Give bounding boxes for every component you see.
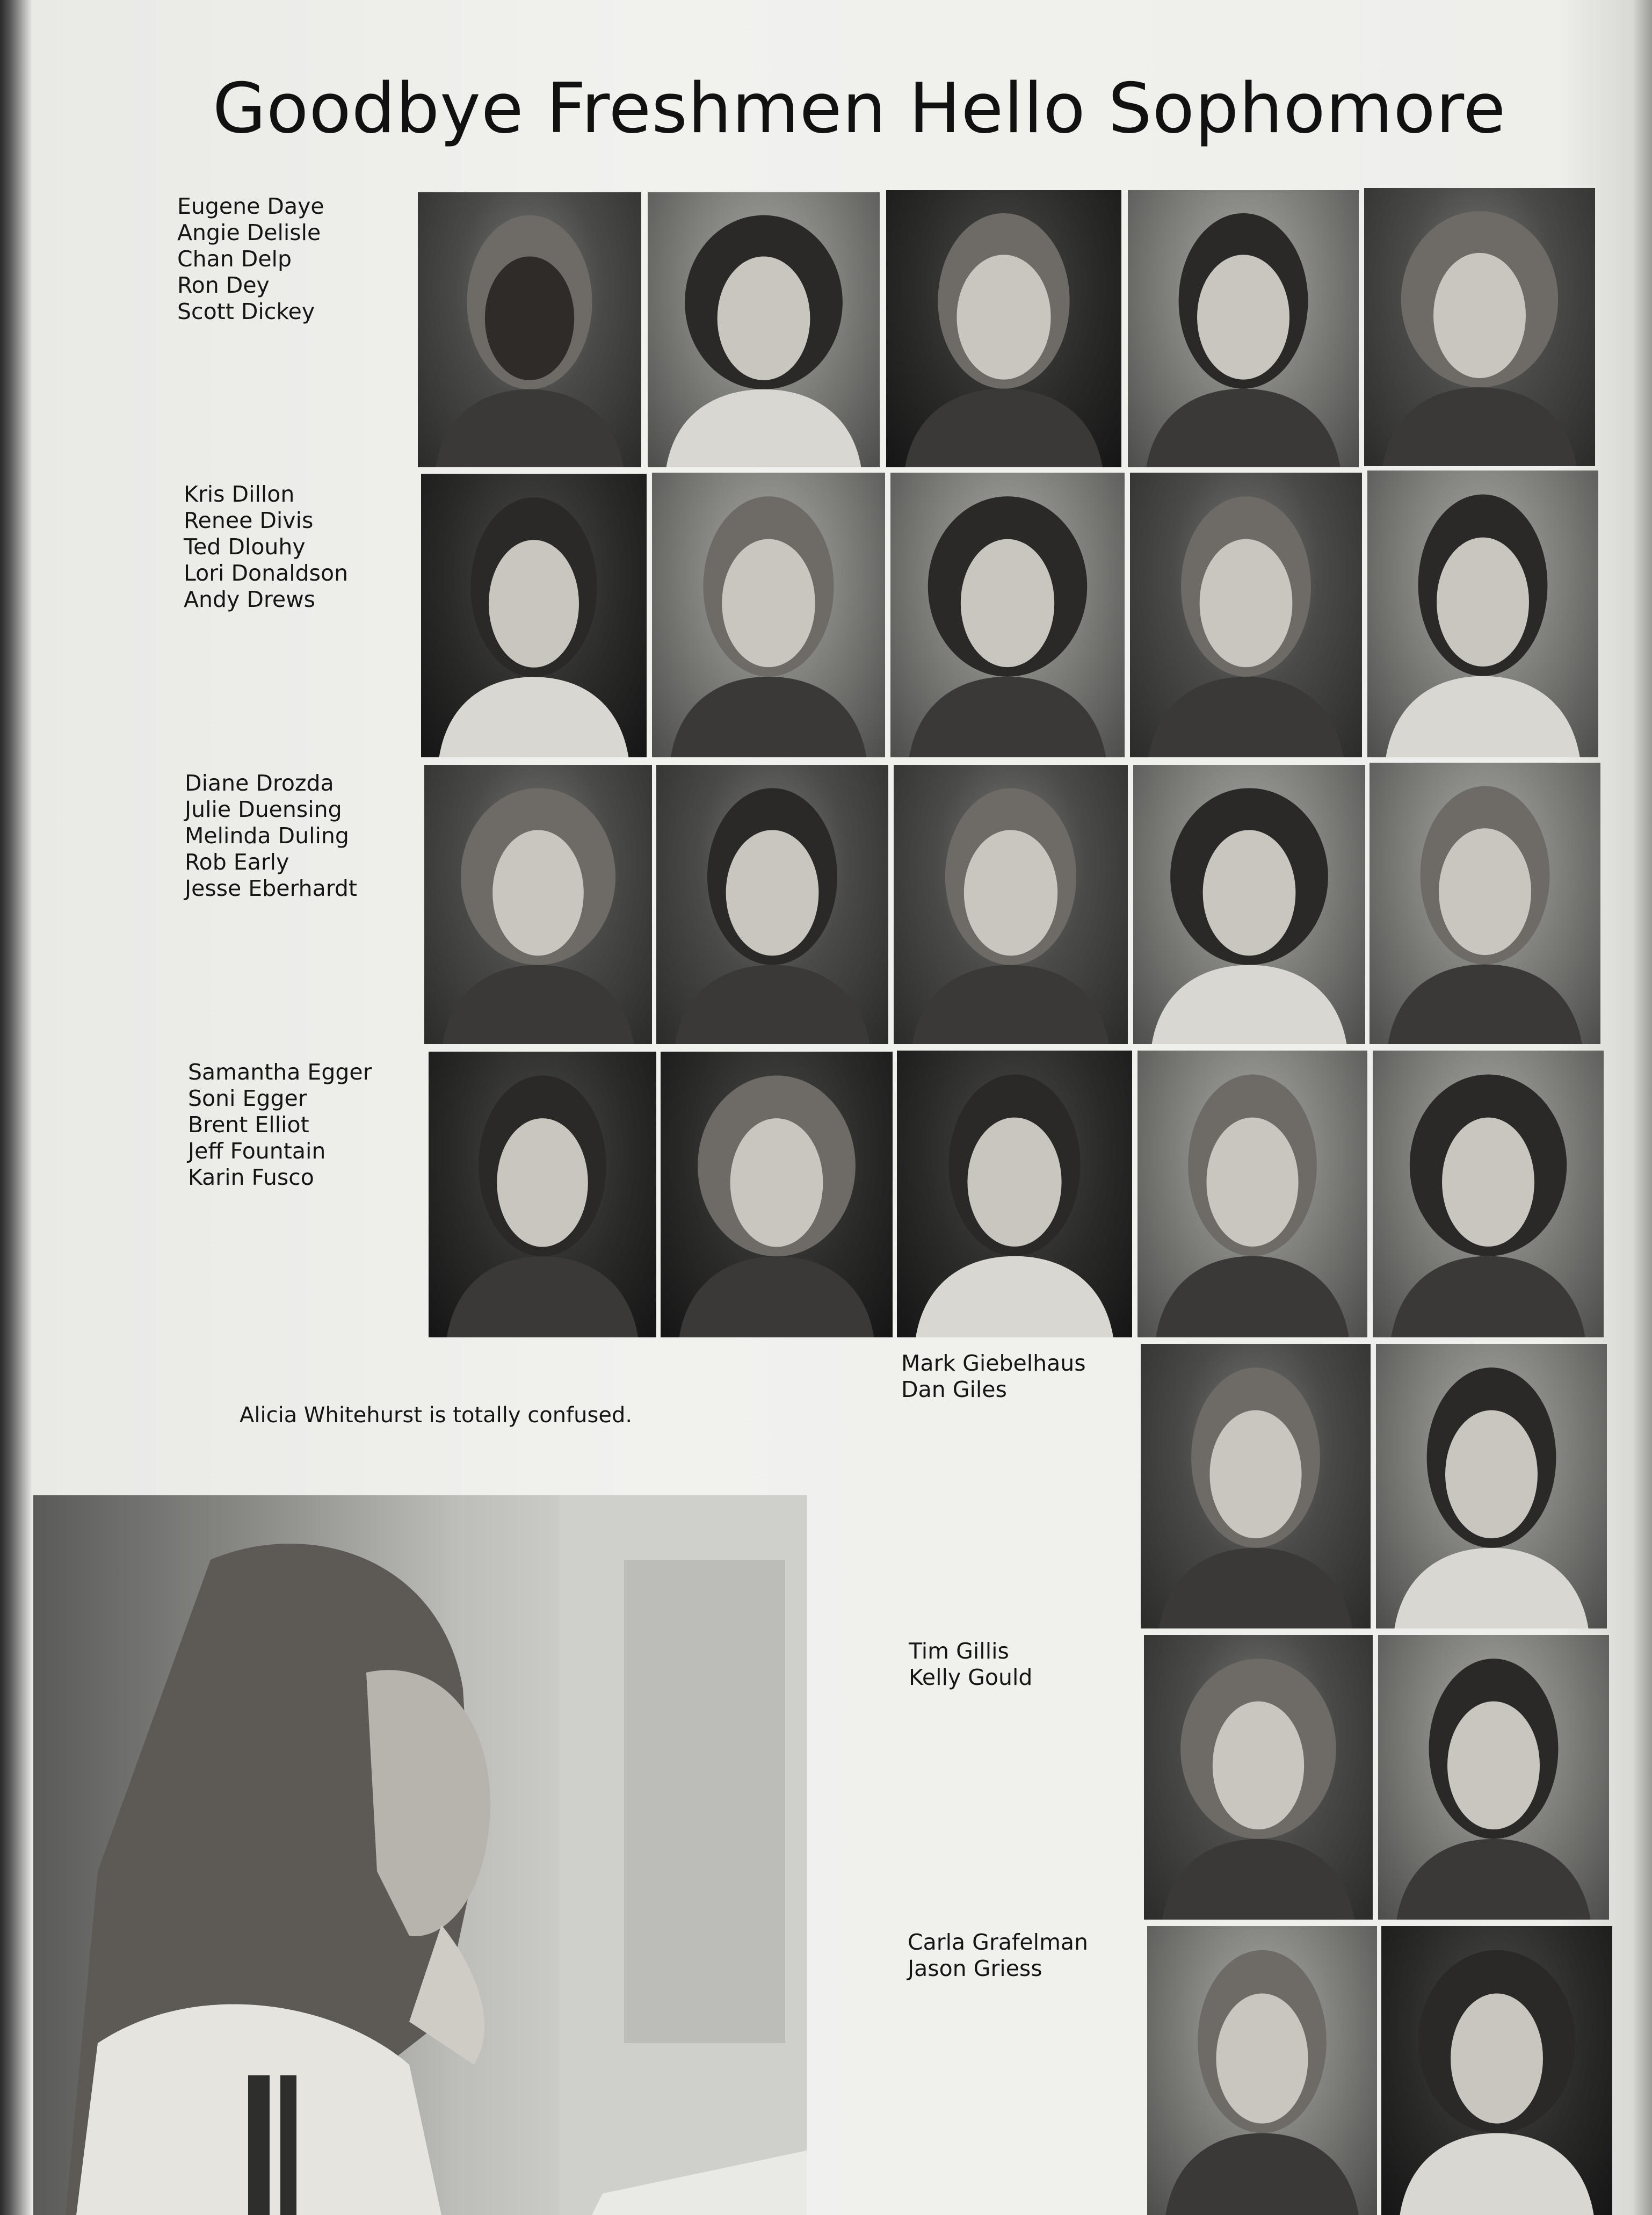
portrait-photo	[1133, 765, 1365, 1044]
face-shape	[485, 256, 574, 380]
shoulders-shape	[1156, 1256, 1349, 1337]
shoulders-shape	[1396, 1839, 1590, 1920]
portrait-photo	[886, 190, 1121, 467]
face-shape	[961, 539, 1054, 667]
portrait-photo	[1367, 470, 1598, 757]
portrait-silhouette	[1370, 763, 1600, 1044]
portrait-silhouette	[1376, 1344, 1607, 1628]
shoulders-shape	[1400, 2133, 1593, 2215]
candid-photo-shapes	[33, 1495, 807, 2215]
student-name: Diane Drozda	[185, 770, 334, 796]
shoulders-shape	[1394, 1548, 1588, 1628]
face-shape	[718, 256, 810, 380]
portrait-photo	[1373, 1051, 1604, 1337]
face-shape	[489, 540, 579, 668]
shoulders-shape	[1162, 1839, 1354, 1920]
face-shape	[967, 1118, 1061, 1247]
portrait-photo	[1128, 190, 1359, 467]
shoulders-shape	[671, 677, 867, 757]
portrait-silhouette	[661, 1052, 893, 1337]
shoulders-shape	[436, 389, 623, 467]
student-name: Ron Dey	[177, 272, 270, 298]
shoulders-shape	[1386, 676, 1579, 757]
student-name: Angie Delisle	[177, 220, 321, 245]
portrait-silhouette	[1373, 1051, 1604, 1337]
portrait-silhouette	[1367, 470, 1598, 757]
student-name: Soni Egger	[188, 1085, 307, 1111]
student-name: Carla Grafelman	[908, 1929, 1089, 1955]
portrait-photo	[652, 473, 885, 757]
student-name: Jason Griess	[908, 1956, 1042, 1981]
page-title: Goodbye Freshmen Hello Sophomore	[212, 69, 1506, 149]
name-list-row-2	[184, 481, 348, 613]
face-shape	[964, 830, 1057, 956]
portrait-photo	[1364, 188, 1595, 466]
portrait-silhouette	[652, 473, 885, 757]
shoulders-shape	[675, 965, 870, 1044]
face-shape	[726, 830, 819, 956]
student-name: Kelly Gould	[909, 1664, 1033, 1690]
face-shape	[1445, 1410, 1538, 1539]
face-shape	[1447, 1702, 1540, 1830]
face-shape	[1203, 830, 1296, 956]
face-shape	[1200, 539, 1293, 667]
student-name: Mark Giebelhaus	[901, 1350, 1086, 1376]
face-shape	[957, 255, 1050, 379]
portrait-photo	[1141, 1344, 1371, 1628]
name-list-row-5	[901, 1350, 1086, 1403]
student-name: Scott Dickey	[177, 299, 315, 324]
face-shape	[1433, 253, 1526, 378]
portrait-photo	[661, 1052, 893, 1337]
shoulders-shape	[1152, 965, 1347, 1044]
portrait-silhouette	[1133, 765, 1365, 1044]
portrait-silhouette	[1144, 1635, 1373, 1920]
portrait-silhouette	[424, 765, 652, 1044]
student-name: Tim Gillis	[909, 1638, 1009, 1664]
face-shape	[1213, 1702, 1304, 1830]
student-name: Renee Divis	[184, 508, 314, 533]
student-name: Lori Donaldson	[184, 560, 349, 586]
portrait-photo	[1376, 1344, 1607, 1628]
portrait-silhouette	[1141, 1344, 1371, 1628]
portrait-silhouette	[1378, 1635, 1609, 1920]
name-list-row-1	[177, 193, 324, 325]
face-shape	[497, 1118, 588, 1247]
student-name: Ted Dlouhy	[184, 534, 306, 560]
portrait-silhouette	[897, 1051, 1132, 1337]
portrait-photo	[648, 192, 880, 467]
portrait-photo	[656, 765, 888, 1044]
name-list-row-6	[909, 1638, 1032, 1691]
face-shape	[492, 830, 584, 956]
portrait-photo	[421, 474, 647, 757]
student-name: Jeff Fountain	[188, 1138, 326, 1164]
candid-photo	[33, 1495, 807, 2215]
student-name: Jesse Eberhardt	[185, 875, 357, 901]
face-shape	[722, 539, 815, 667]
portrait-silhouette	[886, 190, 1121, 467]
portrait-photo	[1144, 1635, 1373, 1920]
shoulders-shape	[1388, 965, 1582, 1044]
portrait-silhouette	[894, 765, 1128, 1044]
portrait-photo	[1137, 1051, 1367, 1337]
shoulders-shape	[1146, 389, 1340, 467]
shoulders-shape	[1165, 2133, 1359, 2215]
name-list-row-3	[185, 770, 357, 902]
name-list-row-7	[908, 1929, 1088, 1982]
portrait-silhouette	[890, 473, 1125, 757]
shoulders-shape	[679, 1256, 874, 1337]
portrait-photo	[418, 192, 641, 467]
portrait-photo	[424, 765, 652, 1044]
shoulders-shape	[447, 1256, 638, 1337]
student-name: Kris Dillon	[184, 481, 295, 507]
face-shape	[1439, 828, 1531, 955]
portrait-photo	[1381, 1926, 1612, 2215]
student-name: Samantha Egger	[188, 1059, 372, 1085]
shoulders-shape	[666, 389, 861, 467]
portrait-photo	[1370, 763, 1600, 1044]
face-shape	[1216, 1994, 1308, 2124]
shoulders-shape	[912, 965, 1109, 1044]
portrait-silhouette	[1381, 1926, 1612, 2215]
portrait-photo	[890, 473, 1125, 757]
student-name: Chan Delp	[177, 246, 292, 272]
shoulders-shape	[443, 965, 634, 1044]
student-name: Brent Elliot	[188, 1112, 309, 1138]
portrait-silhouette	[421, 474, 647, 757]
portrait-silhouette	[1364, 188, 1595, 466]
shoulders-shape	[909, 677, 1106, 757]
portrait-photo	[897, 1051, 1132, 1337]
portrait-silhouette	[648, 192, 880, 467]
face-shape	[1206, 1118, 1298, 1247]
face-shape	[1442, 1118, 1534, 1247]
portrait-silhouette	[429, 1052, 656, 1337]
student-name: Karin Fusco	[188, 1164, 314, 1190]
face-shape	[1451, 1994, 1543, 2124]
portrait-silhouette	[1147, 1926, 1377, 2215]
shoulders-shape	[1391, 1256, 1585, 1337]
shoulders-shape	[1159, 1548, 1352, 1628]
student-name: Melinda Duling	[185, 823, 349, 849]
photo-caption: Alicia Whitehurst is totally confused.	[240, 1403, 633, 1428]
face-shape	[1437, 538, 1529, 667]
portrait-silhouette	[1128, 190, 1359, 467]
portrait-silhouette	[418, 192, 641, 467]
portrait-photo	[429, 1052, 656, 1337]
shoulders-shape	[439, 677, 629, 757]
face-shape	[1197, 255, 1289, 379]
student-name: Dan Giles	[901, 1377, 1007, 1402]
portrait-photo	[894, 765, 1128, 1044]
portrait-silhouette	[1130, 473, 1362, 757]
shoulders-shape	[1149, 677, 1344, 757]
shoulders-shape	[916, 1256, 1113, 1337]
shoulders-shape	[1382, 387, 1576, 466]
student-name: Andy Drews	[184, 587, 315, 612]
shoulders-shape	[905, 389, 1103, 467]
portrait-silhouette	[656, 765, 888, 1044]
student-name: Rob Early	[185, 849, 289, 875]
student-name: Eugene Daye	[177, 193, 324, 219]
face-shape	[730, 1118, 823, 1247]
portrait-photo	[1130, 473, 1362, 757]
portrait-photo	[1378, 1635, 1609, 1920]
portrait-silhouette	[1137, 1051, 1367, 1337]
name-list-row-4	[188, 1059, 372, 1191]
portrait-photo	[1147, 1926, 1377, 2215]
student-name: Julie Duensing	[185, 797, 342, 822]
face-shape	[1209, 1410, 1301, 1539]
